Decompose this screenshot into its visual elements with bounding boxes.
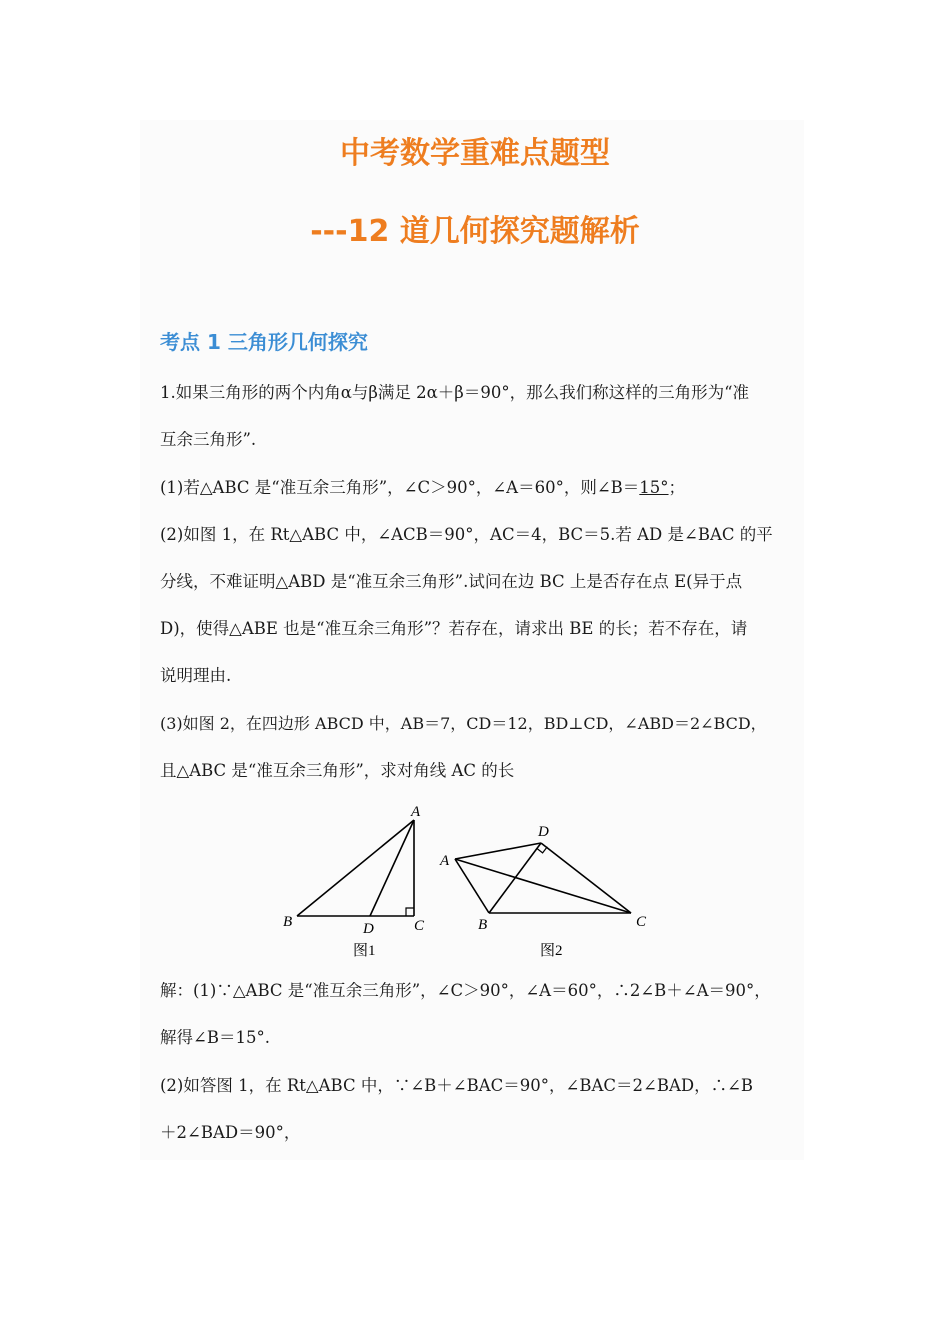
- fig2-side-da: [455, 843, 541, 859]
- solution-2-line-2: ＋2∠BAD＝90°，: [160, 1123, 301, 1142]
- fig2-label-a: A: [440, 853, 450, 869]
- question-2-line-4: 说明理由.: [160, 666, 232, 685]
- question-2-line-3: D)，使得△ABE 也是“准互余三角形”？若存在，请求出 BE 的长；若不存在，请: [160, 619, 748, 638]
- fig1-caption: 图1: [353, 943, 376, 959]
- document-page: [140, 120, 804, 1160]
- figure-1: [275, 800, 445, 965]
- question-1-end: ；: [668, 478, 686, 497]
- question-2-line-1: (2)如图 1，在 Rt△ABC 中，∠ACB＝90°，AC＝4，BC＝5.若 AD 是∠BAC 的平: [160, 525, 773, 544]
- problem-intro-line-1: 1.如果三角形的两个内角α与β满足 2α＋β＝90°，那么我们称这样的三角形为“准: [160, 383, 750, 402]
- figure-2: [435, 818, 660, 965]
- question-3-line-2: 且△ABC 是“准互余三角形”，求对角线 AC 的长: [160, 761, 515, 780]
- fig2-label-b: B: [478, 917, 488, 933]
- solution-1-line-2: 解得∠B＝15°.: [160, 1028, 270, 1047]
- problem-intro-line-2: 互余三角形”.: [160, 430, 257, 449]
- fig1-right-angle-mark: [406, 908, 414, 916]
- fig1-label-a: A: [411, 804, 421, 820]
- question-1-answer: 15°: [639, 478, 669, 497]
- fig2-label-c: C: [636, 914, 647, 930]
- fig1-label-c: C: [414, 918, 425, 934]
- question-1: [160, 477, 780, 499]
- fig2-label-d: D: [538, 824, 549, 840]
- fig1-bisector-ad: [370, 820, 414, 916]
- fig2-diagonal-ac: [455, 859, 631, 913]
- fig1-side-ab: [297, 820, 414, 916]
- question-2-line-2: 分线，不难证明△ABD 是“准互余三角形”.试问在边 BC 上是否存在点 E(异于点: [160, 572, 743, 591]
- solution-1-line-1: 解：(1)∵△ABC 是“准互余三角形”，∠C＞90°，∠A＝60°，∴2∠B＋∠A＝90°，: [160, 981, 771, 1000]
- fig1-label-b: B: [283, 914, 293, 930]
- fig1-label-d: D: [363, 921, 374, 937]
- fig2-side-cd: [541, 843, 631, 913]
- fig2-diagonal-bd: [489, 843, 541, 913]
- question-1-text: (1)若△ABC 是“准互余三角形”，∠C＞90°，∠A＝60°，则∠B＝: [160, 478, 640, 497]
- document-subtitle: ---12 道几何探究题解析: [310, 214, 640, 249]
- fig2-caption: 图2: [540, 943, 563, 959]
- question-3-line-1: (3)如图 2，在四边形 ABCD 中，AB＝7，CD＝12，BD⊥CD，∠ABD＝2∠BCD，: [160, 714, 767, 733]
- solution-2-line-1: (2)如答图 1，在 Rt△ABC 中，∵∠B＋∠BAC＝90°，∠BAC＝2∠BAD，∴∠B: [160, 1076, 754, 1095]
- document-title: 中考数学重难点题型: [340, 136, 610, 171]
- section-heading: 考点 1 三角形几何探究: [160, 330, 368, 354]
